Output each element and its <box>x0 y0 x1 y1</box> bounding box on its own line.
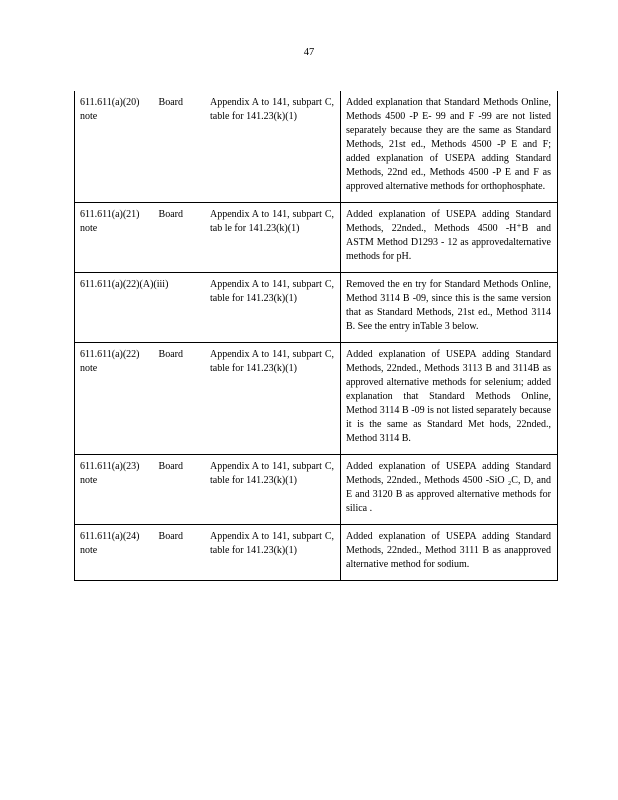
table-row <box>75 273 558 343</box>
table-row <box>75 203 558 273</box>
note-label: note <box>80 111 98 122</box>
board-label: Board <box>158 461 183 472</box>
note-label: note <box>80 475 98 486</box>
note-label: note <box>80 545 98 556</box>
note-label: note <box>80 223 98 234</box>
explanation-cell: Added explanation of USEPA adding Standard Methods, 22nded., Methods 3113 B and 3114B as approved alternative methods for selenium; added explanation that Standard Methods Online, Method 3114 B -09 is not listed separately because it is the same as Standard Met hods, 22nded., Method 3114 B. <box>341 343 558 455</box>
reference-cell: Appendix A to 141, subpart C, table for 141.23(k)(1) <box>205 455 341 525</box>
section-cell <box>75 525 206 581</box>
table-row <box>75 343 558 455</box>
board-label <box>183 278 199 292</box>
explanation-cell: Added explanation of USEPA adding Standard Methods, 22nded., Method 3111 B as anapproved alternative method for sodium. <box>341 525 558 581</box>
reference-cell: Appendix A to 141, subpart C, tab le for 141.23(k)(1) <box>205 203 341 273</box>
page-number: 47 <box>303 47 315 58</box>
note-label: note <box>80 363 98 374</box>
table-row <box>75 455 558 525</box>
explanation-cell: Added explanation of USEPA adding Standard Methods, 22nded., Methods 4500 -H⁺B and ASTM Method D1293 - 12 as approvedalternative methods for pH. <box>341 203 558 273</box>
board-label: Board <box>158 209 183 220</box>
explanation-cell: Added explanation that Standard Methods Online, Methods 4500 -P E- 99 and F -99 are not listed separately because they are the same as Standard Methods, 21st ed., Methods 4500 -P E and F; added explanation of USEPA adding Standard Methods, 22nd ed., Methods 4500 -P E and F as approved alternative methods for orthophosphate. <box>341 91 558 203</box>
reference-cell: Appendix A to 141, subpart C, table for 141.23(k)(1) <box>205 273 341 343</box>
section-cell <box>75 343 206 455</box>
board-label: Board <box>158 97 183 108</box>
reference-cell: Appendix A to 141, subpart C, table for 141.23(k)(1) <box>205 525 341 581</box>
section-id: 611.611(a)(23) <box>80 461 140 472</box>
section-cell <box>75 455 206 525</box>
section-cell <box>75 91 206 203</box>
section-id: 611.611(a)(22) <box>80 349 140 360</box>
section-id: 611.611(a)(22)(A)(iii) <box>80 279 169 290</box>
section-cell <box>75 203 206 273</box>
section-cell <box>75 273 206 343</box>
reference-cell: Appendix A to 141, subpart C, table for 141.23(k)(1) <box>205 91 341 203</box>
section-id: 611.611(a)(20) <box>80 97 140 108</box>
board-label: Board <box>158 349 183 360</box>
explanation-cell: Added explanation of USEPA adding Standard Methods, 22nded., Methods 4500 -SiO ₂C, D, and E and 3120 B as approved alternative methods for silica . <box>341 455 558 525</box>
section-id: 611.611(a)(21) <box>80 209 140 220</box>
table-row <box>75 525 558 581</box>
section-id: 611.611(a)(24) <box>80 531 140 542</box>
board-label: Board <box>158 531 183 542</box>
amendments-table <box>74 91 558 581</box>
table-row <box>75 91 558 203</box>
reference-cell: Appendix A to 141, subpart C, table for 141.23(k)(1) <box>205 343 341 455</box>
explanation-cell: Removed the en try for Standard Methods Online, Method 3114 B -09, since this is the same version that as Standard Methods, 21st ed., Method 3114 B. See the entry inTable 3 below. <box>341 273 558 343</box>
